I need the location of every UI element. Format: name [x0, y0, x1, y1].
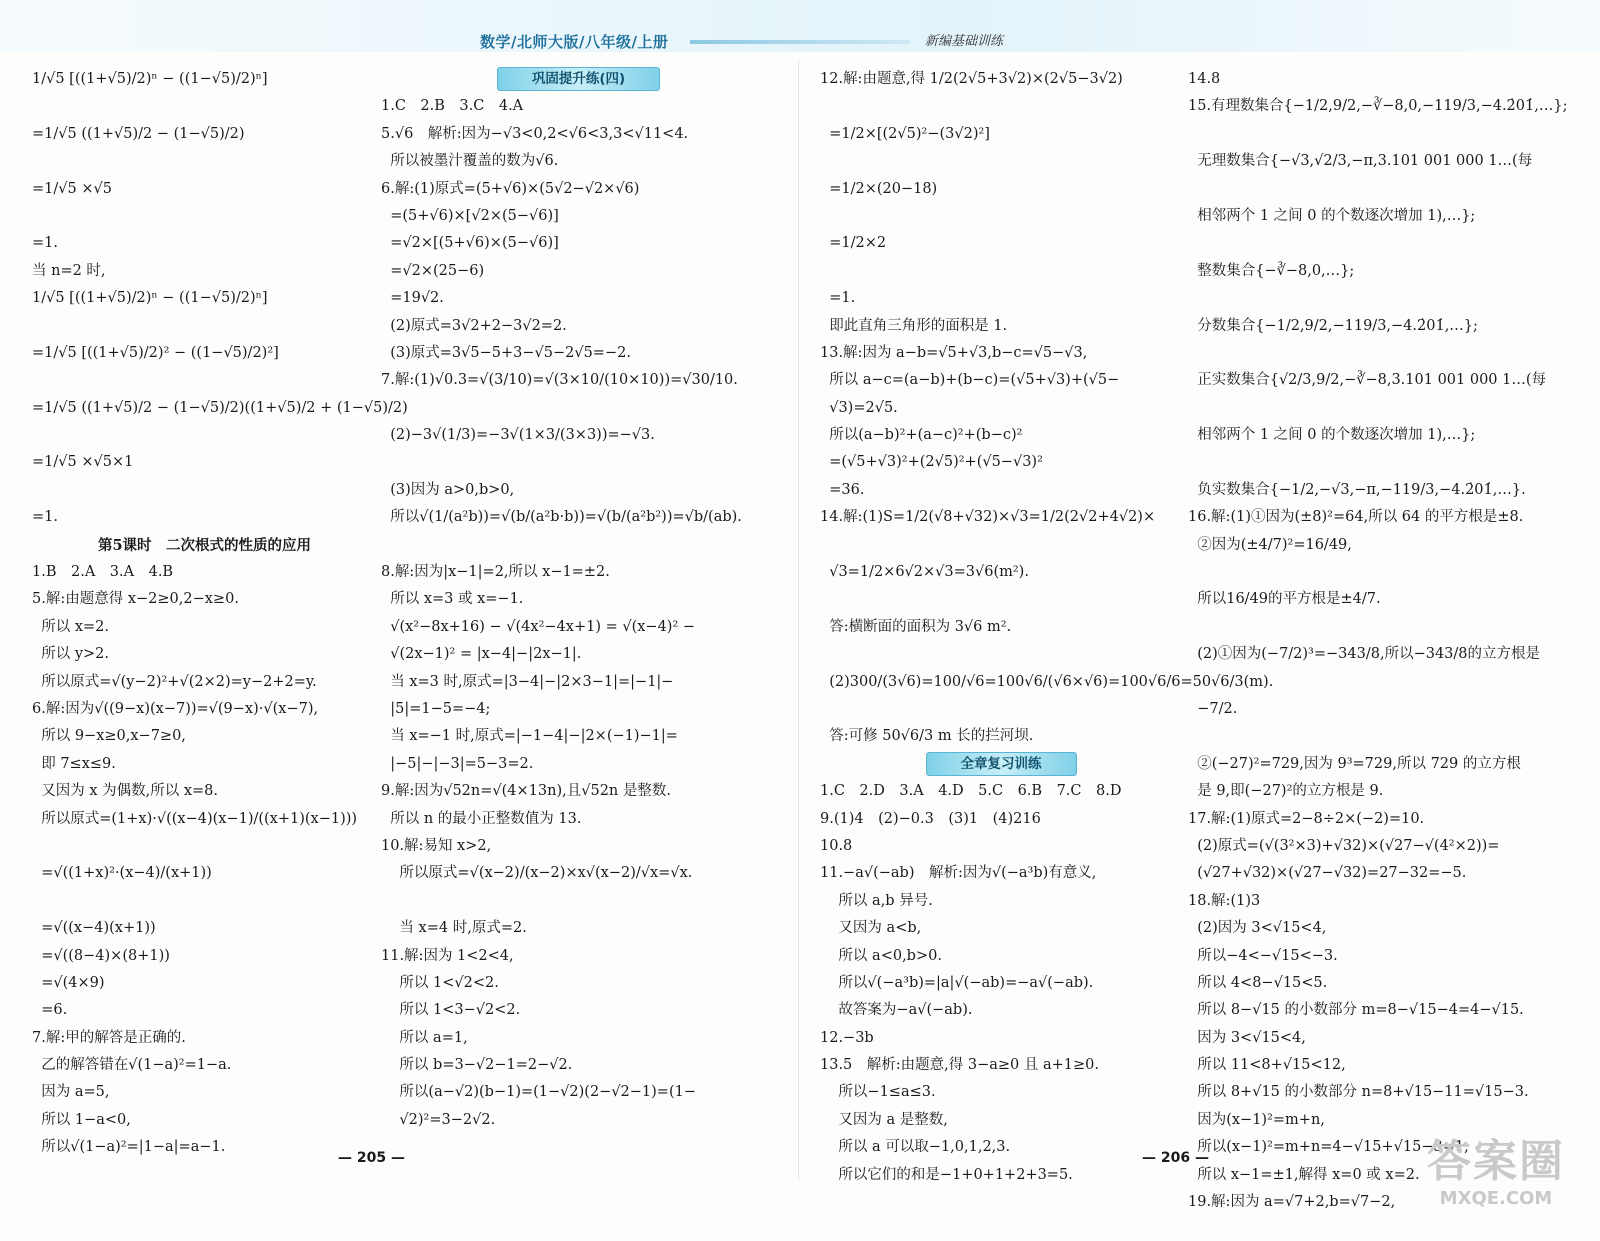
answer-line — [32, 888, 377, 915]
section-banner-row — [381, 66, 776, 93]
answer-line — [820, 641, 1182, 668]
answer-line: (2)①因为(−7/2)³=−343/8,所以−343/8的立方根是 — [1188, 646, 1540, 663]
answer-line — [820, 258, 1182, 285]
answer-line: =1. — [32, 509, 58, 526]
answer-line: 所以 x=3 或 x=−1. — [381, 591, 524, 608]
answer-line: 当 x=−1 时,原式=|−1−4|−|2×(−1)−1|= — [381, 728, 678, 745]
answer-line: 16.解:(1)①因为(±8)²=64,所以 64 的平方根是±8. — [1188, 509, 1524, 526]
answer-line: 6.解:因为√((9−x)(x−7))=√(9−x)·√(x−7), — [32, 700, 319, 717]
answer-line: 因为 a=5, — [32, 1084, 110, 1101]
header-brand: 新编基础训练 — [925, 34, 1004, 49]
answer-line — [1188, 395, 1573, 422]
answer-line — [820, 532, 1182, 559]
answer-line: |−5|−|−3|=5−3=2. — [381, 755, 534, 772]
answer-line — [1188, 559, 1573, 586]
lesson-title: 第5课时 二次根式的性质的应用 — [97, 536, 312, 554]
section-banner: 巩固提升练(四) — [497, 67, 660, 91]
answer-line: 故答案为−a√(−ab). — [820, 1002, 973, 1019]
answer-line — [32, 148, 377, 175]
answer-line: 所以 4<8−√15<5. — [1188, 974, 1328, 991]
answer-line: 所以 y>2. — [32, 646, 110, 663]
answer-line: =1/√5 [((1+√5)/2)² − ((1−√5)/2)²] — [32, 344, 279, 361]
answer-line: 相邻两个 1 之间 0 的个数逐次增加 1),…}; — [1188, 427, 1476, 444]
answer-line: −7/2. — [1188, 700, 1238, 717]
answer-line: 因为 3<√15<4, — [1188, 1029, 1306, 1046]
answer-line: 负实数集合{−1/2,−√3,−π,−119/3,−4.2̇01̇,…}. — [1188, 481, 1526, 498]
answer-line — [32, 203, 377, 230]
answer-line: 即此直角三角形的面积是 1. — [820, 317, 1008, 334]
answer-line: 12.−3b — [820, 1029, 874, 1046]
answer-line: 18.解:(1)3 — [1188, 892, 1261, 909]
answer-line: 所以 a−c=(a−b)+(b−c)=(√5+√3)+(√5− — [820, 372, 1120, 389]
answer-line: =1/√5 ×√5×1 — [32, 454, 134, 471]
answer-line: 14.8 — [1188, 71, 1221, 87]
answer-line: 所以16/49的平方根是±4/7. — [1188, 591, 1381, 608]
answer-line: 6.解:(1)原式=(5+√6)×(5√2−√2×√6) — [381, 180, 640, 197]
answer-line: 相邻两个 1 之间 0 的个数逐次增加 1),…}; — [1188, 207, 1476, 224]
answer-line: =1. — [32, 235, 58, 252]
answer-line: =1/√5 ((1+√5)/2 − (1−√5)/2) — [32, 125, 245, 142]
answer-line: 所以 b=3−√2−1=2−√2. — [381, 1057, 573, 1074]
answer-line — [1188, 121, 1573, 148]
page-gutter — [798, 60, 799, 1180]
answer-line: 所以它们的和是−1+0+1+2+3=5. — [820, 1166, 1073, 1183]
answer-line: (2)原式=3√2+2−3√2=2. — [381, 317, 567, 334]
section-banner: 全章复习训练 — [926, 752, 1077, 776]
answer-line: 所以−4<−√15<−3. — [1188, 947, 1338, 964]
answer-line: =√((1+x)²·(x−4)/(x+1)) — [32, 865, 212, 882]
answer-line — [32, 313, 377, 340]
answer-line: 11.解:因为 1<2<4, — [381, 947, 514, 964]
answer-line: =√2×[(5+√6)×(5−√6)] — [381, 235, 559, 252]
answer-line: 即 7≤x≤9. — [32, 755, 116, 772]
answer-line: 1/√5 [((1+√5)/2)ⁿ − ((1−√5)/2)ⁿ] — [32, 290, 268, 307]
answer-line: 9.解:因为√52n=√(4×13n),且√52n 是整数. — [381, 783, 671, 800]
answer-line: =36. — [820, 481, 865, 498]
answer-line: 是 9,即(−27)²的立方根是 9. — [1188, 783, 1384, 800]
answer-line: 1/√5 [((1+√5)/2)ⁿ − ((1−√5)/2)ⁿ] — [32, 71, 268, 87]
answer-line: (3)原式=3√5−5+3−√5−2√5=−2. — [381, 344, 631, 361]
answer-line: =1/√5 ×√5 — [32, 180, 112, 197]
answer-line: 整数集合{−∛−8,0,…}; — [1188, 262, 1355, 279]
answer-line: 所以原式=√(x−2)/(x−2)×x√(x−2)/√x=√x. — [381, 865, 693, 882]
answer-line: 14.解:(1)S=1/2(√8+√32)×√3=1/2(2√2+4√2)× — [820, 509, 1156, 526]
answer-line: =√(4×9) — [32, 974, 105, 991]
answer-line: 19.解:因为 a=√7+2,b=√7−2, — [1188, 1194, 1396, 1211]
answer-line: 所以 x=2. — [32, 618, 109, 635]
answer-line: 正实数集合{√2/3,9/2,−∛−8,3.101 001 000 1…(每 — [1188, 372, 1547, 389]
answer-line — [32, 477, 377, 504]
answer-line: 所以√(1/(a²b))=√(b/(a²b·b))=√(b/(a²b²))=√b/(ab). — [381, 509, 742, 526]
answer-line — [32, 367, 377, 394]
answer-line: 11.−a√(−ab) 解析:因为√(−a³b)有意义, — [820, 865, 1097, 882]
watermark-logo — [1416, 1137, 1576, 1219]
header-bar — [0, 0, 1600, 52]
answer-line: ②因为(±4/7)²=16/49, — [1188, 536, 1352, 553]
answer-line — [1188, 669, 1573, 696]
answer-line: (2)因为 3<√15<4, — [1188, 920, 1327, 937]
answer-line: 所以(x−1)²=m+n=4−√15+√15−3=1, — [1188, 1139, 1469, 1156]
answer-line — [32, 422, 377, 449]
answer-line: 所以√(1−a)²=|1−a|=a−1. — [32, 1139, 226, 1156]
answer-line: 10.解:易知 x>2, — [381, 837, 492, 854]
answer-line: (2)原式=(√(3²×3)+√32)×(√27−√(4²×2))= — [1188, 837, 1500, 854]
answer-line: =6. — [32, 1002, 68, 1019]
answer-line — [32, 833, 377, 860]
answer-line — [820, 148, 1182, 175]
answer-line: 8.解:因为|x−1|=2,所以 x−1=±2. — [381, 564, 610, 581]
answer-line — [381, 888, 776, 915]
answer-line: (√27+√32)×(√27−√32)=27−32=−5. — [1188, 865, 1467, 882]
answer-line: 无理数集合{−√3,√2/3,−π,3.101 001 000 1…(每 — [1188, 153, 1533, 170]
header-decoration — [690, 40, 910, 44]
answer-line: √(2x−1)² = |x−4|−|2x−1|. — [381, 646, 582, 663]
answer-line: 所以(a−b)²+(a−c)²+(b−c)² — [820, 427, 1023, 444]
answer-line: =√((8−4)×(8+1)) — [32, 947, 170, 964]
answer-line: 所以 x−1=±1,解得 x=0 或 x=2. — [1188, 1166, 1420, 1183]
answer-line: (3)因为 a>0,b>0, — [381, 481, 515, 498]
answer-line: 所以√(−a³b)=|a|√(−ab)=−a√(−ab). — [820, 974, 1094, 991]
answer-line: (2)300/(3√6)=100/√6=100√6/(√6×√6)=100√6/6=50√6/3(m). — [820, 673, 1274, 690]
page-number-left: — 205 — — [338, 1150, 405, 1166]
answer-line: =19√2. — [381, 290, 444, 307]
answer-line: 7.解:(1)√0.3=√(3/10)=√(3×10/(10×10))=√30/10. — [381, 372, 738, 389]
answer-line: 13.5 解析:由题意,得 3−a≥0 且 a+1≥0. — [820, 1057, 1100, 1074]
answer-line: 所以被墨汁覆盖的数为√6. — [381, 153, 559, 170]
answer-line: √3=1/2×6√2×√3=3√6(m²). — [820, 564, 1029, 581]
watermark-url: MXQE.COM — [1439, 1188, 1553, 1209]
answer-line: =√((x−4)(x+1)) — [32, 920, 156, 937]
answer-line: 所以原式=(1+x)·√((x−4)(x−1)/((x+1)(x−1))) — [32, 810, 358, 827]
answer-line: 答:可修 50√6/3 m 长的拦河坝. — [820, 728, 1034, 745]
answer-line: 5.√6 解析:因为−√3<0,2<√6<3,3<√11<4. — [381, 125, 689, 142]
answer-line: (2)−3√(1/3)=−3√(1×3/(3×3))=−√3. — [381, 427, 655, 444]
answer-line: =√2×(25−6) — [381, 262, 485, 279]
answer-line: 所以 8+√15 的小数部分 n=8+√15−11=√15−3. — [1188, 1084, 1529, 1101]
answer-line: =(√5+√3)²+(2√5)²+(√5−√3)² — [820, 454, 1043, 471]
answer-line: 1.C 2.B 3.C 4.A — [381, 98, 524, 115]
answer-line: √(x²−8x+16) − √(4x²−4x+1) = √(x−4)² − — [381, 618, 696, 635]
answer-line: 12.解:由题意,得 1/2(2√5+3√2)×(2√5−3√2) — [820, 71, 1123, 87]
answer-line: 7.解:甲的解答是正确的. — [32, 1029, 186, 1046]
answer-line: 所以 8−√15 的小数部分 m=8−√15−4=4−√15. — [1188, 1002, 1524, 1019]
answer-line: √3)=2√5. — [820, 399, 898, 416]
answer-line — [1188, 723, 1573, 750]
answer-line: 答:横断面的面积为 3√6 m². — [820, 618, 1012, 635]
answer-line: 因为(x−1)²=m+n, — [1188, 1111, 1325, 1128]
answer-line: 所以−1≤a≤3. — [820, 1084, 936, 1101]
answer-line — [381, 532, 776, 559]
answer-line: 乙的解答错在√(1−a)²=1−a. — [32, 1057, 232, 1074]
answer-line — [381, 395, 776, 422]
answer-line — [820, 696, 1182, 723]
answer-line: 当 x=4 时,原式=2. — [381, 920, 527, 937]
answer-line: 10.8 — [820, 837, 853, 854]
answer-line: 所以 1−a<0, — [32, 1111, 131, 1128]
answer-line: 所以(a−√2)(b−1)=(1−√2)(2−√2−1)=(1− — [381, 1084, 696, 1101]
watermark-text: 答案圈 — [1427, 1136, 1565, 1187]
section-banner-row — [820, 751, 1182, 778]
answer-line: 分数集合{−1/2,9/2,−119/3,−4.2̇01̇,…}; — [1188, 317, 1478, 334]
answer-line — [32, 93, 377, 120]
answer-line: 9.(1)4 (2)−0.3 (3)1 (4)216 — [820, 810, 1041, 827]
answer-line: 5.解:由题意得 x−2≥0,2−x≥0. — [32, 591, 239, 608]
answer-line: 所以 11<8+√15<12, — [1188, 1057, 1346, 1074]
answer-line: 13.解:因为 a−b=√5+√3,b−c=√5−√3, — [820, 344, 1088, 361]
answer-line: 又因为 a<b, — [820, 920, 922, 937]
answer-line: 又因为 a 是整数, — [820, 1111, 948, 1128]
answer-line: ②(−27)²=729,因为 9³=729,所以 729 的立方根 — [1188, 755, 1521, 772]
answer-line — [1188, 285, 1573, 312]
answer-line — [820, 93, 1182, 120]
answer-line — [1188, 340, 1573, 367]
answer-line: 所以 1<√2<2. — [381, 974, 499, 991]
answer-line — [820, 586, 1182, 613]
answer-line: =1/2×(20−18) — [820, 180, 938, 197]
answer-line: 1.B 2.A 3.A 4.B — [32, 564, 174, 581]
answer-line — [381, 449, 776, 476]
answer-line — [1188, 614, 1573, 641]
answer-line: =1. — [820, 290, 856, 307]
answer-line — [1188, 176, 1573, 203]
answer-line: 所以 n 的最小正整数值为 13. — [381, 810, 582, 827]
answer-line: 所以 a=1, — [381, 1029, 468, 1046]
answer-line: 15.有理数集合{−1/2,9/2,−∛−8,0,−119/3,−4.2̇01̇,…}; — [1188, 98, 1568, 115]
answer-line: |5|=1−5=−4; — [381, 700, 491, 717]
answer-line — [1188, 230, 1573, 257]
answer-line — [820, 203, 1182, 230]
answer-line: 又因为 x 为偶数,所以 x=8. — [32, 783, 218, 800]
answer-line: 所以 a,b 异号. — [820, 892, 933, 909]
column-4 — [1188, 66, 1573, 1216]
answer-line: 所以原式=√(y−2)²+√(2×2)=y−2+2=y. — [32, 673, 317, 690]
answer-line: 当 n=2 时, — [32, 262, 106, 279]
answer-line: =(5+√6)×[√2×(5−√6)] — [381, 207, 559, 224]
answer-line — [1188, 449, 1573, 476]
answer-line: =1/√5 ((1+√5)/2 − (1−√5)/2)((1+√5)/2 + (1−√5)/2) — [32, 399, 408, 416]
answer-line: 所以 1<3−√2<2. — [381, 1002, 521, 1019]
answer-line: √2)²=3−2√2. — [381, 1111, 496, 1128]
answer-line: 所以 9−x≥0,x−7≥0, — [32, 728, 186, 745]
answer-line: 所以 a 可以取−1,0,1,2,3. — [820, 1139, 1011, 1156]
answer-line: 1.C 2.D 3.A 4.D 5.C 6.B 7.C 8.D — [820, 783, 1122, 800]
answer-line: 所以 a<0,b>0. — [820, 947, 942, 964]
answer-line: 17.解:(1)原式=2−8÷2×(−2)=10. — [1188, 810, 1425, 827]
header-title: 数学/北师大版/八年级/上册 — [480, 33, 669, 51]
answer-line: 当 x=3 时,原式=|3−4|−|2×3−1|=|−1|− — [381, 673, 674, 690]
page-number-right: — 206 — — [1142, 1150, 1209, 1166]
answer-line: =1/2×2 — [820, 235, 887, 252]
answer-line: =1/2×[(2√5)²−(3√2)²] — [820, 125, 990, 142]
column-2 — [381, 66, 776, 1134]
